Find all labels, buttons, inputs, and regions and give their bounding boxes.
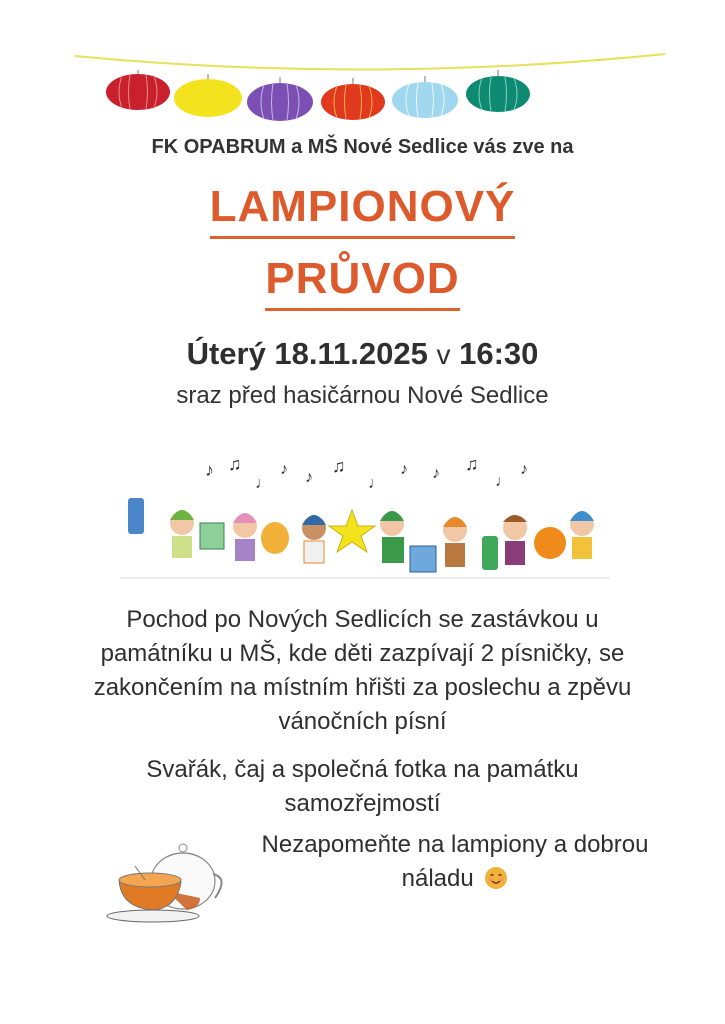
svg-text:♪: ♪ (205, 460, 214, 480)
event-datetime (0, 336, 725, 372)
reminder (240, 828, 670, 896)
meeting-point: sraz před hasičárnou Nové Sedlice (176, 382, 549, 409)
extras-line: Svařák, čaj a společná fotka na památku (146, 756, 579, 783)
music-notes-icon (205, 454, 528, 492)
smiling-face-icon (484, 866, 508, 890)
event-description (0, 603, 725, 739)
lantern-garland-icon (70, 40, 670, 130)
description-line: Pochod po Nových Sedlicích se zastávkou u (126, 606, 599, 633)
reminder-line: náladu (401, 865, 474, 892)
svg-text:♪: ♪ (400, 461, 408, 478)
event-extras (0, 753, 725, 821)
reminder-line: Nezapomeňte na lampiony a dobrou (261, 831, 649, 858)
lantern-icon (106, 70, 170, 110)
title-text-1: LAMPIONOVÝ (210, 182, 516, 239)
svg-text:♫: ♫ (332, 456, 346, 476)
teapot-cup-illustration (105, 836, 235, 926)
invitation-intro: FK OPABRUM a MŠ Nové Sedlice vás zve na (151, 136, 574, 158)
svg-text:♪: ♪ (280, 461, 288, 478)
title-line-2 (0, 254, 725, 311)
event-time: 16:30 (459, 336, 539, 371)
svg-text:♫: ♫ (228, 454, 242, 474)
extras-line: samozřejmostí (284, 790, 441, 817)
description-line: zakončením na místním hřišti za poslechu a zpěvu (93, 674, 632, 701)
title-line-1 (0, 182, 725, 239)
description-line: památníku u MŠ, kde děti zazpívají 2 písničky, se (100, 640, 625, 667)
children-procession-illustration (110, 448, 620, 588)
event-at: v (436, 339, 451, 370)
description-line: vánočních písní (278, 708, 447, 735)
svg-text:♪: ♪ (432, 465, 440, 482)
event-date: Úterý 18.11.2025 (186, 336, 428, 371)
title-text-2: PRŮVOD (265, 254, 459, 311)
svg-text:♩: ♩ (368, 475, 384, 492)
svg-text:♫: ♫ (465, 454, 479, 474)
svg-text:♪: ♪ (520, 461, 528, 478)
svg-text:♩: ♩ (255, 475, 271, 492)
svg-text:♩: ♩ (495, 473, 511, 490)
svg-text:♪: ♪ (305, 469, 313, 486)
